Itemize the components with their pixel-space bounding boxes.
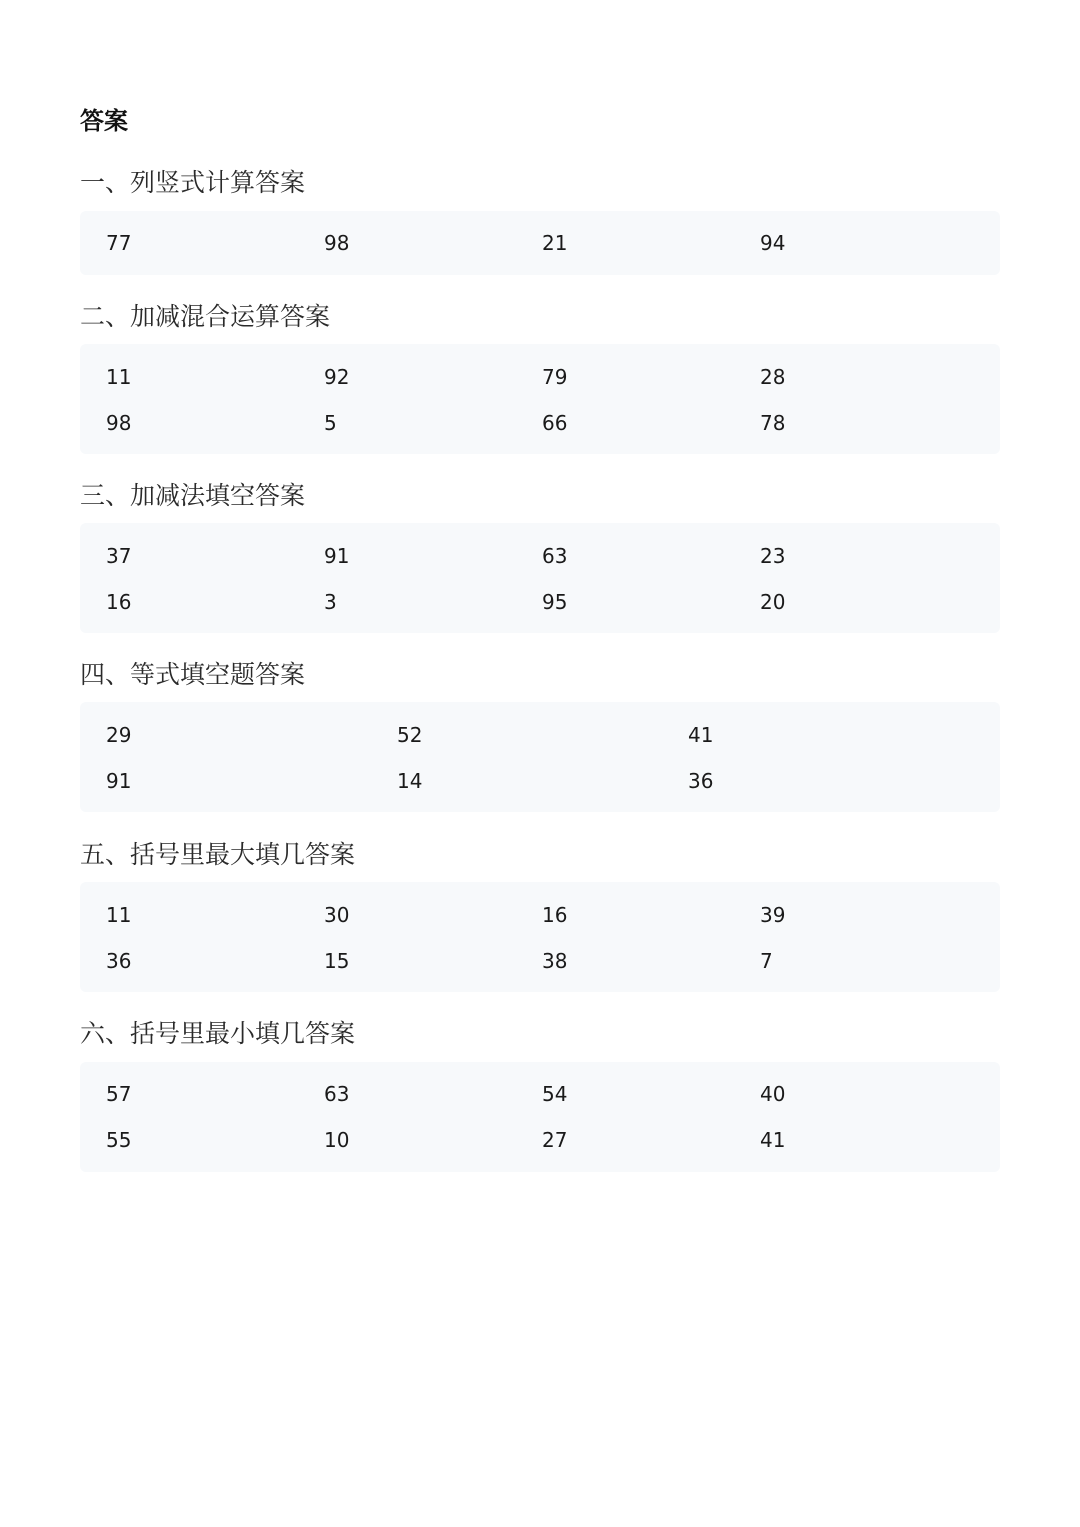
answer-value: 91 [324, 544, 350, 568]
section-heading-4: 四、等式填空题答案 [80, 660, 306, 689]
answer-row [80, 408, 1000, 438]
answer-value: 3 [324, 590, 337, 614]
answer-value: 27 [542, 1128, 568, 1152]
answer-value: 5 [324, 411, 337, 435]
answer-value: 28 [760, 365, 786, 389]
answer-row [80, 228, 1000, 258]
answer-value: 41 [760, 1128, 786, 1152]
answer-value: 54 [542, 1082, 568, 1106]
answer-value: 11 [106, 365, 132, 389]
answer-row [80, 946, 1000, 976]
answer-value: 36 [688, 769, 714, 793]
answer-box-4 [80, 702, 1000, 812]
section-heading-6: 六、括号里最小填几答案 [80, 1019, 356, 1048]
answer-value: 40 [760, 1082, 786, 1106]
answer-row [80, 766, 1000, 796]
answer-value: 37 [106, 544, 132, 568]
answer-value: 66 [542, 411, 568, 435]
answer-value: 92 [324, 365, 350, 389]
section-heading-5: 五、括号里最大填几答案 [80, 840, 356, 869]
answer-row [80, 362, 1000, 392]
answer-value: 91 [106, 769, 132, 793]
answer-value: 95 [542, 590, 568, 614]
answer-value: 55 [106, 1128, 132, 1152]
answer-value: 52 [397, 723, 423, 747]
section-heading-2: 二、加减混合运算答案 [80, 302, 331, 331]
answer-value: 63 [542, 544, 568, 568]
answer-value: 30 [324, 903, 350, 927]
answer-value: 29 [106, 723, 132, 747]
answer-row [80, 541, 1000, 571]
answer-row [80, 587, 1000, 617]
answer-box-1 [80, 211, 1000, 275]
answer-row [80, 1125, 1000, 1155]
answer-value: 57 [106, 1082, 132, 1106]
answer-value: 39 [760, 903, 786, 927]
answer-box-2 [80, 344, 1000, 454]
answer-value: 23 [760, 544, 786, 568]
answer-value: 36 [106, 949, 132, 973]
answer-value: 41 [688, 723, 714, 747]
answer-box-3 [80, 523, 1000, 633]
answer-row [80, 900, 1000, 930]
answer-value: 94 [760, 231, 786, 255]
answer-row [80, 1079, 1000, 1109]
section-heading-3: 三、加减法填空答案 [80, 481, 306, 510]
page-title: 答案 [80, 107, 128, 135]
answer-box-5 [80, 882, 1000, 992]
answer-value: 77 [106, 231, 132, 255]
answer-box-6 [80, 1062, 1000, 1172]
answer-row [80, 720, 1000, 750]
answer-value: 16 [106, 590, 132, 614]
answer-value: 98 [324, 231, 350, 255]
answer-value: 11 [106, 903, 132, 927]
answer-value: 98 [106, 411, 132, 435]
answer-value: 79 [542, 365, 568, 389]
answer-value: 38 [542, 949, 568, 973]
answer-value: 78 [760, 411, 786, 435]
answer-value: 7 [760, 949, 773, 973]
section-heading-1: 一、列竖式计算答案 [80, 168, 306, 197]
answer-value: 10 [324, 1128, 350, 1152]
answer-value: 15 [324, 949, 350, 973]
answer-value: 14 [397, 769, 423, 793]
answer-value: 21 [542, 231, 568, 255]
answer-value: 63 [324, 1082, 350, 1106]
answer-value: 16 [542, 903, 568, 927]
answer-value: 20 [760, 590, 786, 614]
